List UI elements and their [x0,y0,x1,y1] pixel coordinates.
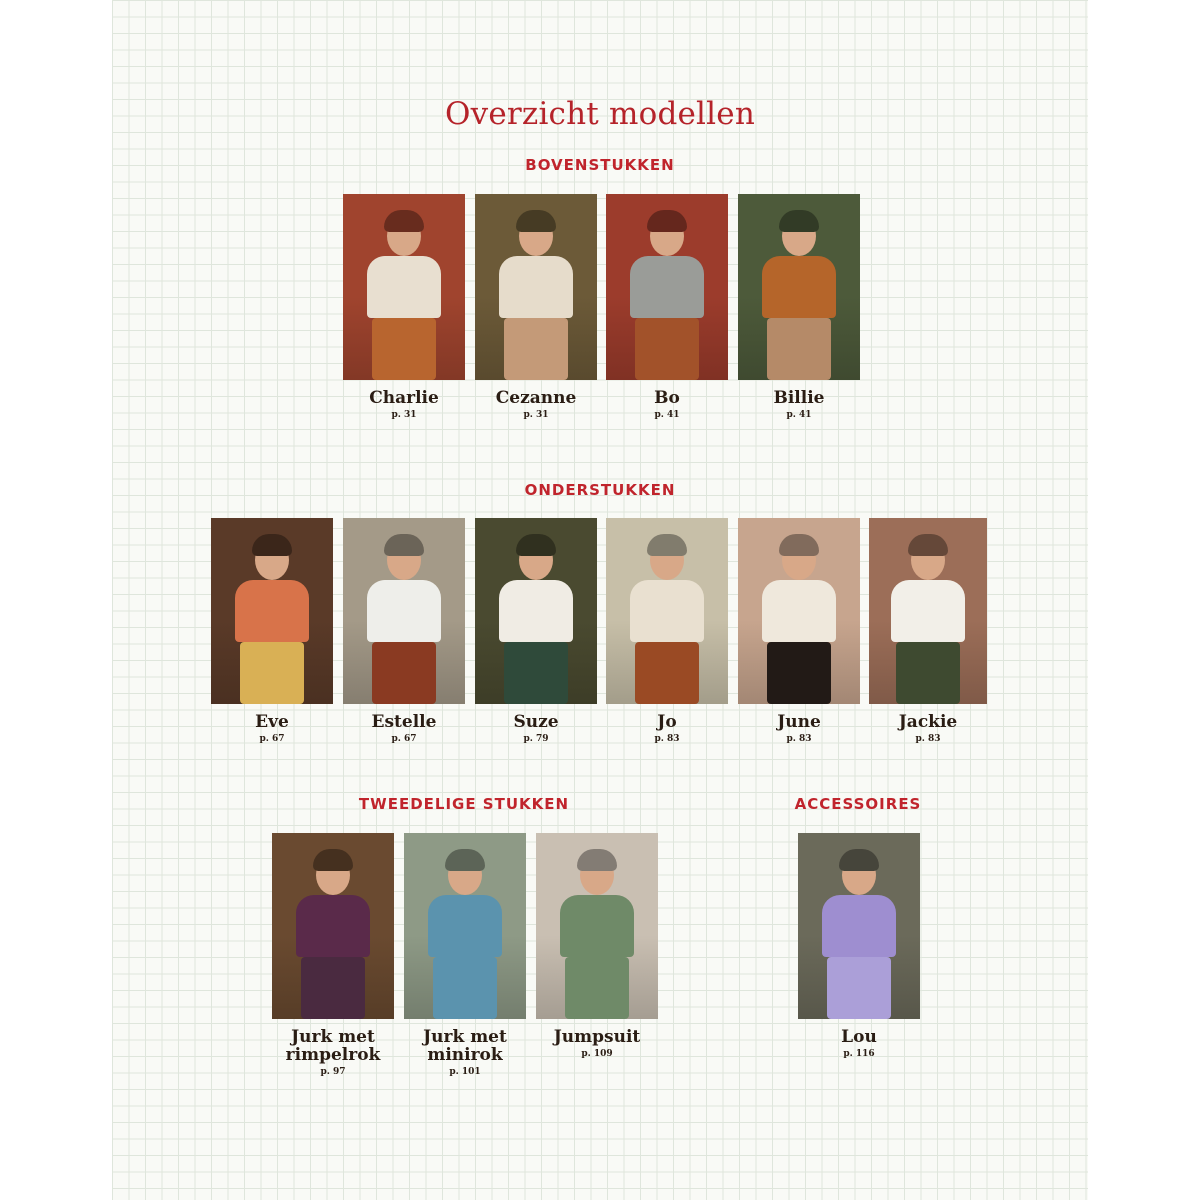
model-card-charlie[interactable] [343,194,465,420]
model-page-ref: p. 31 [391,410,417,420]
figure-torso [499,580,573,642]
figure-hair [384,210,424,232]
figure-hair [252,534,292,556]
figure-lower-body [372,642,436,704]
figure-torso [822,895,896,957]
model-name: Jackie [898,712,958,732]
model-photo [869,518,987,704]
figure-lower-body [635,318,699,380]
model-page-ref: p. 116 [843,1049,875,1059]
model-photo [404,833,526,1019]
model-card-eve[interactable] [211,518,333,744]
model-name: June [777,712,821,732]
figure-lower-body [896,642,960,704]
model-name: Lou [841,1027,877,1047]
section-heading-accessoires: ACCESSOIRES [794,795,922,813]
figure-lower-body [504,318,568,380]
model-card-june[interactable] [738,518,860,744]
figure-hair [384,534,424,556]
model-page-ref: p. 101 [449,1067,481,1077]
figure-torso [630,580,704,642]
model-card-suze[interactable] [475,518,597,744]
model-card-billie[interactable] [738,194,860,420]
figure-torso [762,580,836,642]
figure-hair [516,210,556,232]
model-photo [738,518,860,704]
model-name: Billie [773,388,825,408]
model-photo [343,518,465,704]
model-name: Jo [657,712,677,732]
model-page-ref: p. 67 [391,734,417,744]
model-photo [272,833,394,1019]
figure-torso [296,895,370,957]
model-page-ref: p. 79 [523,734,549,744]
model-page-ref: p. 83 [915,734,941,744]
model-photo [536,833,658,1019]
section-heading-onderstukken: ONDERSTUKKEN [524,481,676,499]
figure-hair [839,849,879,871]
model-card-bo[interactable] [606,194,728,420]
figure-lower-body [301,957,365,1019]
figure-lower-body [433,957,497,1019]
model-name: Estelle [371,712,437,732]
page-title: Overzicht modellen [445,96,755,132]
figure-hair [577,849,617,871]
model-photo [606,194,728,380]
figure-torso [891,580,965,642]
model-card-jurk-met-rimpelrok[interactable] [272,833,394,1077]
model-photo [343,194,465,380]
model-photo [475,194,597,380]
model-photo [738,194,860,380]
figure-torso [499,256,573,318]
model-card-lou[interactable] [798,833,920,1059]
model-page-ref: p. 109 [581,1049,613,1059]
model-photo [211,518,333,704]
figure-hair [779,210,819,232]
model-name: Jurk met minirok [423,1027,507,1065]
figure-torso [367,580,441,642]
model-name: Cezanne [495,388,577,408]
section-heading-bovenstukken: BOVENSTUKKEN [525,156,675,174]
model-name: Suze [513,712,559,732]
model-card-jo[interactable] [606,518,728,744]
figure-hair [779,534,819,556]
figure-lower-body [767,318,831,380]
model-photo [798,833,920,1019]
figure-hair [647,534,687,556]
model-name: Charlie [369,388,439,408]
figure-lower-body [827,957,891,1019]
figure-hair [908,534,948,556]
figure-hair [516,534,556,556]
figure-hair [313,849,353,871]
figure-hair [445,849,485,871]
figure-torso [428,895,502,957]
model-page-ref: p. 41 [786,410,812,420]
model-photo [606,518,728,704]
model-card-estelle[interactable] [343,518,465,744]
model-name: Eve [255,712,289,732]
figure-torso [235,580,309,642]
model-photo [475,518,597,704]
figure-torso [367,256,441,318]
figure-lower-body [504,642,568,704]
model-page-ref: p. 83 [654,734,680,744]
model-page-ref: p. 31 [523,410,549,420]
figure-lower-body [240,642,304,704]
model-page-ref: p. 83 [786,734,812,744]
figure-lower-body [372,318,436,380]
model-page-ref: p. 41 [654,410,680,420]
figure-torso [560,895,634,957]
section-heading-tweedelige-stukken: TWEEDELIGE STUKKEN [358,795,570,813]
model-card-cezanne[interactable] [475,194,597,420]
model-name: Bo [654,388,680,408]
figure-hair [647,210,687,232]
figure-lower-body [635,642,699,704]
figure-torso [762,256,836,318]
model-name: Jumpsuit [553,1027,641,1047]
model-name: Jurk met rimpelrok [285,1027,381,1065]
model-page-ref: p. 67 [259,734,285,744]
figure-lower-body [767,642,831,704]
figure-torso [630,256,704,318]
model-card-jumpsuit[interactable] [536,833,658,1059]
model-page-ref: p. 97 [320,1067,346,1077]
figure-lower-body [565,957,629,1019]
model-card-jurk-met-minirok[interactable] [404,833,526,1077]
model-card-jackie[interactable] [869,518,987,744]
